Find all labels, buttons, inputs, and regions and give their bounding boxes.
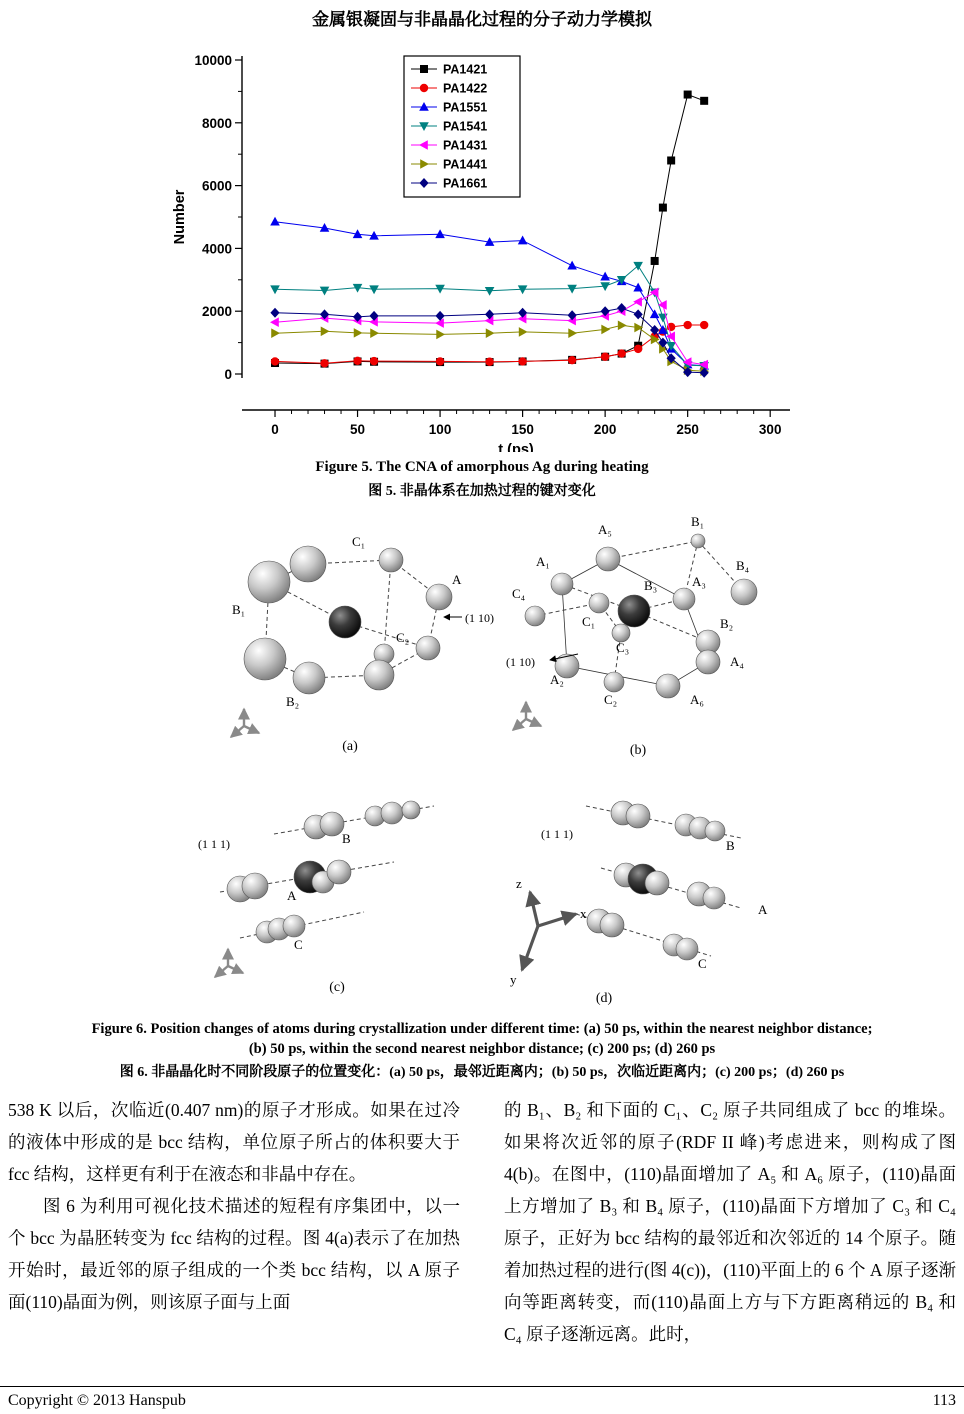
- label-a5: A₅: [598, 522, 612, 537]
- figure5-caption-zh: 图 5. 非晶体系在加热过程的键对变化: [368, 484, 596, 499]
- figure5-caption-en: Figure 5. The CNA of amorphous Ag during heating: [315, 459, 649, 475]
- label-a: A: [287, 888, 297, 903]
- svg-text:2000: 2000: [201, 304, 232, 320]
- svg-text:PA1541: PA1541: [443, 119, 488, 134]
- page-title: 金属银凝固与非晶晶化过程的分子动力学模拟: [312, 10, 652, 29]
- label-z-axis: z: [516, 876, 522, 891]
- label-c2: C₂: [604, 692, 618, 707]
- label-c1: C₁: [582, 614, 596, 629]
- svg-text:PA1661: PA1661: [443, 176, 488, 191]
- cna-line-chart: [158, 44, 818, 452]
- body-column-left: [8, 1094, 460, 1318]
- axis-triad-icon: [215, 949, 243, 977]
- axis-triad-icon: [513, 702, 541, 730]
- svg-text:8000: 8000: [201, 115, 232, 131]
- svg-text:250: 250: [676, 422, 699, 437]
- axis-triad-icon: [231, 709, 259, 737]
- label-c: C: [698, 956, 707, 971]
- svg-text:150: 150: [511, 422, 534, 437]
- svg-text:100: 100: [428, 422, 452, 437]
- label-b: B: [342, 831, 351, 846]
- label-c2: C₂: [396, 630, 410, 645]
- panel-d-tag: (d): [595, 991, 613, 1006]
- svg-text:300: 300: [758, 422, 782, 437]
- label-c: C: [294, 937, 303, 952]
- svg-text:PA1422: PA1422: [443, 81, 488, 96]
- panel-c-tag: (c): [329, 980, 345, 995]
- svg-text:4000: 4000: [201, 241, 232, 257]
- svg-text:200: 200: [593, 422, 617, 437]
- svg-text:PA1441: PA1441: [443, 157, 488, 172]
- label-plane-111: (1 1 1): [198, 837, 230, 851]
- svg-text:0: 0: [271, 422, 279, 437]
- figure6-caption-en-line1: Figure 6. Position changes of atoms during crystallization under different time: (a) 50 ps, within the nearest neighbor distance;: [91, 1021, 873, 1037]
- label-a: A: [758, 902, 768, 917]
- body-paragraph: 图 6 为利用可视化技术描述的短程有序集团中，以一个 bcc 为晶胚转变为 fcc 结构的过程。图 4(a)表示了在加热开始时，最近邻的原子组成的一个类 bcc 结构，以 A 原子面(110)晶面为例，则该原子面与上面: [8, 1196, 460, 1312]
- figure6-caption-zh: 图 6. 非晶晶化时不同阶段原子的位置变化：(a) 50 ps，最邻近距离内；(b) 50 ps，次临近距离内；(c) 200 ps；(d) 260 ps: [119, 1065, 845, 1080]
- label-plane-110: (1 10): [506, 655, 535, 669]
- svg-text:t (ps): t (ps): [498, 442, 534, 452]
- svg-text:PA1551: PA1551: [443, 100, 488, 115]
- label-c3: C₃: [616, 640, 630, 655]
- svg-text:50: 50: [350, 422, 366, 437]
- panel-a-tag: (a): [342, 739, 358, 754]
- label-a1: A₁: [536, 554, 550, 569]
- body-paragraph: 的 B₁、B₂ 和下面的 C₁、C₂ 原子共同组成了 bcc 的堆垛。如果将次近邻的原子(RDF II 峰)考虑进来，则构成了图 4(b)。在图中，(110)晶面增加了 A₅ 和 A₆ 原子，(110)晶面上方增加了 B₃ 和 B₄ 原子，(110)晶面下方增加了 C₃ 和 C₄ 原子，正好为 bcc 结构的最邻近和次邻近的 14 个原子。随着加热过程的进行(图 4(c))，(110)平面上的 6 个 A 原子逐渐向等距离转变，而(110)晶面上方与下方距离稍远的 B₄ 和 C₄ 原子逐渐远离。此时，: [504, 1100, 956, 1344]
- body-column-right: [504, 1094, 956, 1350]
- svg-text:Number: Number: [172, 189, 188, 245]
- label-a6: A₆: [690, 692, 704, 707]
- label-y-axis: y: [510, 972, 517, 987]
- label-b1: B₁: [691, 514, 705, 529]
- label-c1: C₁: [352, 534, 366, 549]
- label-b2: B₂: [720, 616, 734, 631]
- panel-b-tag: (b): [629, 743, 647, 758]
- label-a3: A₃: [692, 574, 706, 589]
- body-paragraph: 538 K 以后，次临近(0.407 nm)的原子才形成。如果在过冷的液体中形成的是 bcc 结构，单位原子所占的体积要大于 fcc 结构，这样更有利于在液态和非晶中存在。: [8, 1100, 460, 1184]
- atom-spheres: [244, 546, 452, 694]
- label-x-axis: x: [580, 906, 587, 921]
- svg-text:PA1431: PA1431: [443, 138, 488, 153]
- footer-rule: [0, 1386, 964, 1387]
- figure6-caption-en-line2: (b) 50 ps, within the second nearest neighbor distance; (c) 200 ps; (d) 260 ps: [248, 1041, 716, 1057]
- label-b1: B₁: [232, 602, 246, 617]
- atom-spheres: [227, 801, 420, 943]
- figure6-panel-c: [182, 786, 482, 1011]
- svg-text:10000: 10000: [194, 53, 232, 68]
- svg-text:PA1421: PA1421: [443, 62, 488, 77]
- svg-text:0: 0: [224, 367, 232, 382]
- label-b2: B₂: [286, 694, 300, 709]
- label-b4: B₄: [736, 558, 750, 573]
- figure6-panel-d: [486, 786, 796, 1026]
- label-plane-111: (1 1 1): [541, 827, 573, 841]
- svg-text:6000: 6000: [201, 178, 232, 194]
- label-plane-110: (1 10): [465, 611, 494, 625]
- page-number: 113: [932, 1392, 956, 1409]
- footer-copyright: Copyright © 2013 Hanspub: [8, 1392, 186, 1409]
- figure6-panel-b: [498, 514, 778, 762]
- label-a2: A₂: [550, 672, 564, 687]
- atom-spheres: [587, 801, 725, 960]
- figure5-chart-area: [158, 44, 818, 452]
- figure6-panel-a: [222, 518, 502, 758]
- label-a4: A₄: [730, 654, 744, 669]
- label-c4: C₄: [512, 586, 526, 601]
- label-b3: B₃: [644, 578, 658, 593]
- footer: [8, 1392, 956, 1410]
- axis-triad-icon: [522, 892, 576, 970]
- chart-legend: [404, 56, 520, 197]
- label-b: B: [726, 838, 735, 853]
- label-a: A: [452, 572, 462, 587]
